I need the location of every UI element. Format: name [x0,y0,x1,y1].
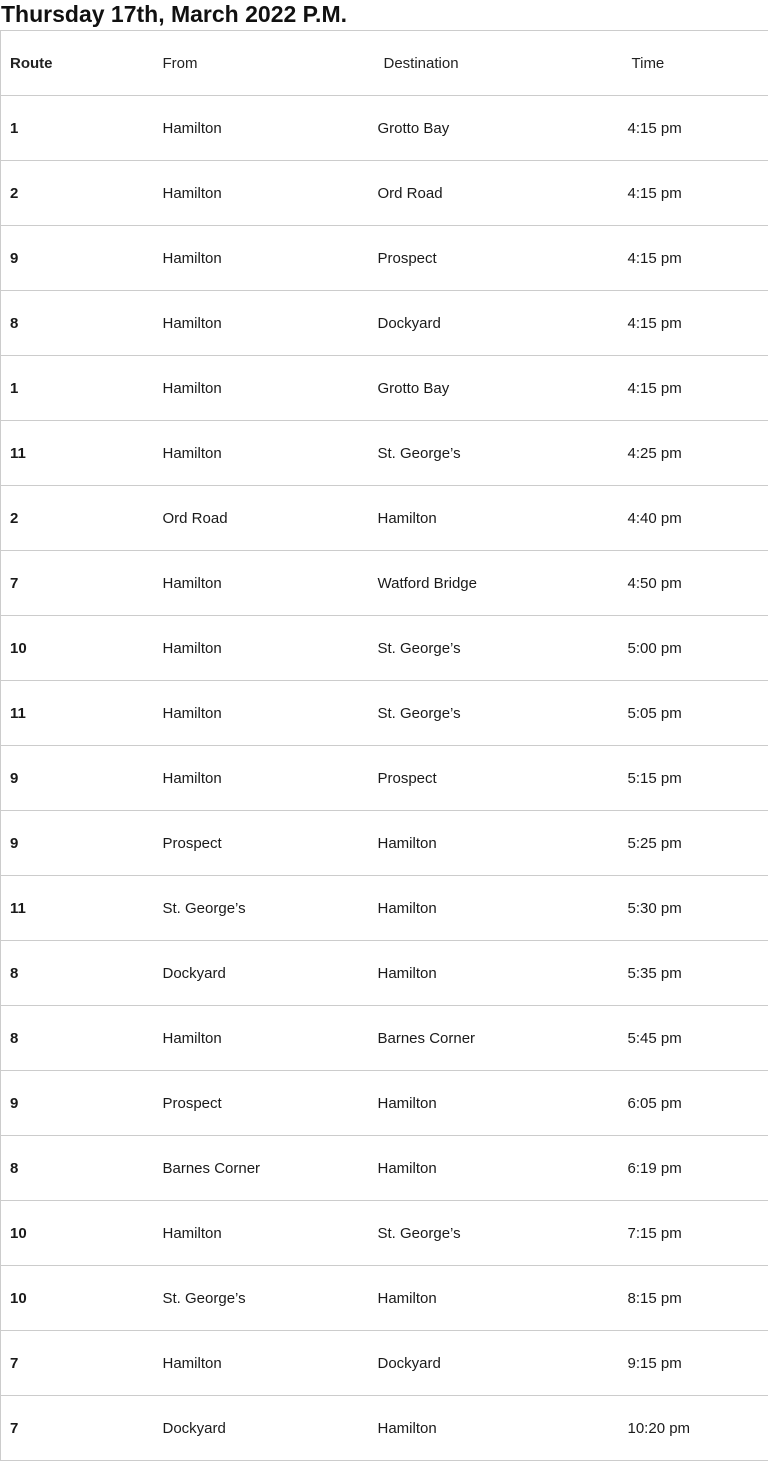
cell-destination: Dockyard [369,291,619,356]
cell-destination: Prospect [369,226,619,291]
cell-route: 8 [1,941,154,1006]
cell-time: 5:30 pm [619,876,768,941]
cell-from: Hamilton [154,1331,369,1396]
cell-time: 4:40 pm [619,486,768,551]
cell-destination: Dockyard [369,1331,619,1396]
cell-destination: Hamilton [369,1071,619,1136]
cell-time: 10:20 pm [619,1396,768,1461]
cell-destination: St. George’s [369,1201,619,1266]
cell-destination: Hamilton [369,1266,619,1331]
cell-destination: Watford Bridge [369,551,619,616]
cell-time: 5:15 pm [619,746,768,811]
table-row [1,486,768,551]
cell-destination: Hamilton [369,486,619,551]
cell-time: 5:25 pm [619,811,768,876]
cell-time: 7:15 pm [619,1201,768,1266]
cell-destination: St. George’s [369,681,619,746]
cell-destination: St. George’s [369,421,619,486]
cell-time: 4:25 pm [619,421,768,486]
cell-from: Hamilton [154,1006,369,1071]
table-row [1,421,768,486]
cell-time: 9:15 pm [619,1331,768,1396]
cell-from: Hamilton [154,161,369,226]
table-row [1,356,768,421]
table-row [1,291,768,356]
cell-time: 4:15 pm [619,356,768,421]
table-row [1,1136,768,1201]
cell-route: 11 [1,421,154,486]
cell-time: 4:15 pm [619,291,768,356]
cell-time: 5:05 pm [619,681,768,746]
bus-schedule-table [0,30,768,1461]
cell-route: 7 [1,551,154,616]
cell-destination: Grotto Bay [369,96,619,161]
table-row [1,1266,768,1331]
cell-time: 5:00 pm [619,616,768,681]
cell-route: 11 [1,681,154,746]
cell-route: 8 [1,1006,154,1071]
cell-from: St. George’s [154,876,369,941]
cell-time: 4:15 pm [619,161,768,226]
cell-time: 6:19 pm [619,1136,768,1201]
table-header-row [1,31,768,96]
table-row [1,1071,768,1136]
cell-route: 2 [1,161,154,226]
table-row [1,1396,768,1461]
cell-destination: Prospect [369,746,619,811]
table-row [1,1201,768,1266]
table-row [1,811,768,876]
cell-route: 9 [1,1071,154,1136]
table-row [1,161,768,226]
cell-from: Hamilton [154,1201,369,1266]
cell-destination: Grotto Bay [369,356,619,421]
table-header [1,31,768,96]
table-row [1,941,768,1006]
cell-route: 8 [1,1136,154,1201]
cell-route: 8 [1,291,154,356]
cell-from: Barnes Corner [154,1136,369,1201]
cell-route: 1 [1,96,154,161]
header-route: Route [1,31,154,96]
table-row [1,96,768,161]
cell-destination: Hamilton [369,1396,619,1461]
cell-time: 5:35 pm [619,941,768,1006]
cell-route: 7 [1,1331,154,1396]
cell-from: Hamilton [154,96,369,161]
cell-from: Hamilton [154,421,369,486]
cell-route: 7 [1,1396,154,1461]
cell-route: 11 [1,876,154,941]
cell-destination: Barnes Corner [369,1006,619,1071]
table-row [1,226,768,291]
cell-from: Ord Road [154,486,369,551]
cell-time: 4:50 pm [619,551,768,616]
table-row [1,616,768,681]
cell-from: Dockyard [154,941,369,1006]
cell-from: St. George’s [154,1266,369,1331]
cell-route: 2 [1,486,154,551]
cell-from: Hamilton [154,356,369,421]
cell-time: 4:15 pm [619,226,768,291]
header-time: Time [619,31,768,96]
header-destination: Destination [369,31,619,96]
table-row [1,746,768,811]
cell-from: Prospect [154,1071,369,1136]
table-row [1,876,768,941]
cell-route: 10 [1,1201,154,1266]
table-row [1,551,768,616]
header-from: From [154,31,369,96]
cell-from: Hamilton [154,551,369,616]
cell-destination: Hamilton [369,876,619,941]
cell-route: 9 [1,811,154,876]
cell-destination: St. George’s [369,616,619,681]
table-body [1,96,768,1461]
cell-time: 8:15 pm [619,1266,768,1331]
cell-from: Hamilton [154,226,369,291]
cell-route: 1 [1,356,154,421]
cell-route: 10 [1,1266,154,1331]
cell-destination: Hamilton [369,941,619,1006]
cell-destination: Hamilton [369,811,619,876]
cell-time: 4:15 pm [619,96,768,161]
table-row [1,1006,768,1071]
cell-time: 5:45 pm [619,1006,768,1071]
cell-route: 10 [1,616,154,681]
cell-route: 9 [1,746,154,811]
cell-from: Dockyard [154,1396,369,1461]
table-row [1,1331,768,1396]
cell-from: Prospect [154,811,369,876]
table-row [1,681,768,746]
cell-destination: Hamilton [369,1136,619,1201]
cell-time: 6:05 pm [619,1071,768,1136]
page-title: Thursday 17th, March 2022 P.M. [1,1,347,27]
cell-destination: Ord Road [369,161,619,226]
cell-from: Hamilton [154,746,369,811]
cell-from: Hamilton [154,616,369,681]
cell-from: Hamilton [154,291,369,356]
cell-from: Hamilton [154,681,369,746]
cell-route: 9 [1,226,154,291]
